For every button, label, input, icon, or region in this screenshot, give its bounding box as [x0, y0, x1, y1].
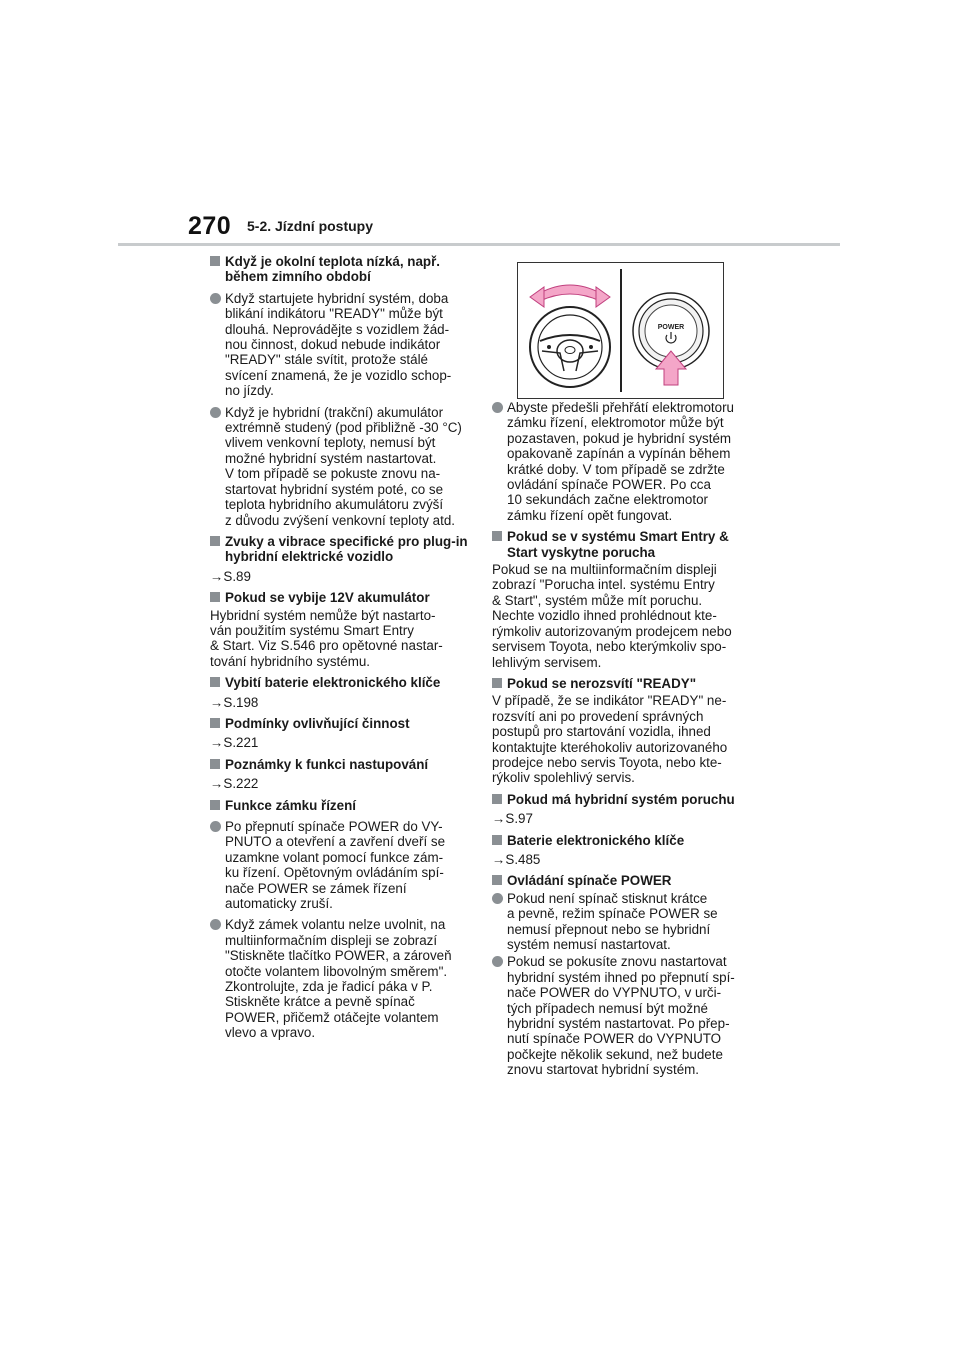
square-bullet-icon [492, 875, 502, 885]
bullet-cold-battery: Když je hybridní (trakční) akumulátor extrémně studený (pod přibližně -30 °C) vlivem venkovní teploty, nemusí být možné hybridní systém nastartovat. V tom případě se pokuste znovu na- startovat hybridní systém poté, co se teplota hybridního akumulátoru zvýší z důvodu zvýšení venkovní teploty atd. [210, 405, 472, 528]
reference-link[interactable]: →S.485 [492, 851, 541, 867]
rotate-arrow-icon [530, 285, 610, 307]
steering-wheel-icon [530, 307, 610, 387]
square-bullet-icon [492, 794, 502, 804]
heading-steering-lock: Funkce zámku řízení [210, 798, 472, 813]
square-bullet-icon [210, 677, 220, 687]
heading-operating-conditions: Podmínky ovlivňující činnost [210, 716, 472, 731]
reference-link[interactable]: →S.222 [210, 776, 259, 792]
heading-sounds-vibrations: Zvuky a vibrace specifické pro plug-in hybridní elektrické vozidlo [210, 534, 472, 565]
steering-power-illustration [517, 262, 724, 399]
round-bullet-icon [210, 293, 221, 304]
square-bullet-icon [492, 835, 502, 845]
paragraph-smart-entry-fault: Pokud se na multiinformačním displeji zobrazí "Porucha intel. systému Entry & Start", systém může mít poruchu. Nechte vozidlo ihned prohlédnout kte- rýmkoliv autorizovaným prodejcem nebo servisem Toyota, nebo kterýmkoliv spo- lehlivým servisem. [492, 562, 732, 670]
header-rule [118, 243, 840, 246]
heading-key-battery-discharge: Vybití baterie elektronického klíče [210, 675, 472, 690]
heading-power-switch-operation: Ovládání spínače POWER [492, 873, 754, 888]
bullet-motor-overheat: Abyste předešli přehřátí elektromotoru zámku řízení, elektromotor může být pozastaven, pokud je hybridní systém opakovaně zapínán a vypínán během krátké doby. V tom případě se zdržte ovládání spínače POWER. Po cca 10 sekundách začne elektromotor zámku řízení opět fungovat. [492, 400, 754, 523]
bullet-steering-lock-release: Když zámek volantu nelze uvolnit, na multiinformačním displeji se zobrazí "Stiskněte tlačítko POWER, a zároveň otočte volantem libovolným směrem". Zkontrolujte, zda je řadicí páka v P. Stiskněte krátce a pevně spínač POWER, přičemž otáčejte volantem vlevo a vpravo. [210, 917, 472, 1040]
square-bullet-icon [210, 536, 220, 546]
bullet-ready-blinking: Když startujete hybridní systém, doba blikání indikátoru "READY" může být dlouhá. Neprovádějte s vozidlem žád- nou činnost, dokud nebude indikátor "READY" stále svítit, protože stálé svícení znamená, že je vozidlo schop- no jízdy. [210, 291, 472, 399]
right-column [492, 400, 754, 1084]
paragraph-12v-battery: Hybridní systém nemůže být nastarto- ván použitím systému Smart Entry & Start. Viz S.546 pro opětovné nastar- tování hybridního systému. [210, 607, 443, 669]
square-bullet-icon [210, 759, 220, 769]
reference-link[interactable]: →S.198 [210, 694, 259, 710]
square-bullet-icon [210, 592, 220, 602]
heading-12v-battery: Pokud se vybije 12V akumulátor [210, 590, 472, 605]
heading-hybrid-system-fault: Pokud má hybridní systém poruchu [492, 792, 754, 807]
heading-low-temperature: Když je okolní teplota nízká, např. během zimního období [210, 254, 472, 285]
square-bullet-icon [210, 718, 220, 728]
heading-key-battery: Baterie elektronického klíče [492, 833, 754, 848]
paragraph-ready-not-lit: V případě, že se indikátor "READY" ne- rozsvítí ani po provedení správných postupů pro startování vozidla, ihned kontaktujte kteréhokoliv autorizovaného prodejce nebo servis Toyota, nebo kte- rýkoliv spolehlivý servis. [492, 693, 728, 786]
heading-entry-function-notes: Poznámky k funkci nastupování [210, 757, 472, 772]
round-bullet-icon [492, 402, 503, 413]
bullet-restart-wait: Pokud se pokusíte znovu nastartovat hybridní systém ihned po přepnutí spí- nače POWER do VYPNUTO, v urči- tých případech nemusí být možné hybridní systém nastartovat. Po přep- nutí spínače POWER do VYPNUTO počkejte několik sekund, než budete znovu startovat hybridní systém. [492, 954, 754, 1077]
bullet-press-firmly: Pokud není spínač stisknut krátce a pevně, režim spínače POWER se nemusí přepnout nebo se hybridní systém nemusí nastartovat. [492, 891, 754, 953]
reference-link[interactable]: →S.89 [210, 568, 251, 584]
round-bullet-icon [210, 407, 221, 418]
section-title: 5-2. Jízdní postupy [247, 218, 374, 234]
round-bullet-icon [210, 919, 221, 930]
round-bullet-icon [492, 956, 503, 967]
page-number: 270 [188, 212, 232, 240]
illustration-svg [518, 263, 723, 398]
square-bullet-icon [492, 678, 502, 688]
round-bullet-icon [210, 821, 221, 832]
square-bullet-icon [492, 531, 502, 541]
bullet-steering-lock-engage: Po přepnutí spínače POWER do VY- PNUTO a otevření a zavření dveří se uzamkne volant pomocí funkce zám- ku řízení. Opětovným ovládáním spí- nače POWER se zámek řízení automaticky zruší. [210, 819, 472, 911]
round-bullet-icon [492, 893, 503, 904]
reference-link[interactable]: →S.221 [210, 735, 259, 751]
square-bullet-icon [210, 256, 220, 266]
heading-smart-entry-fault: Pokud se v systému Smart Entry & Start vyskytne porucha [492, 529, 754, 560]
reference-link[interactable]: →S.97 [492, 811, 533, 827]
heading-ready-not-lit: Pokud se nerozsvítí "READY" [492, 676, 754, 691]
square-bullet-icon [210, 800, 220, 810]
power-label: POWER [657, 324, 685, 331]
left-column [210, 254, 472, 1047]
